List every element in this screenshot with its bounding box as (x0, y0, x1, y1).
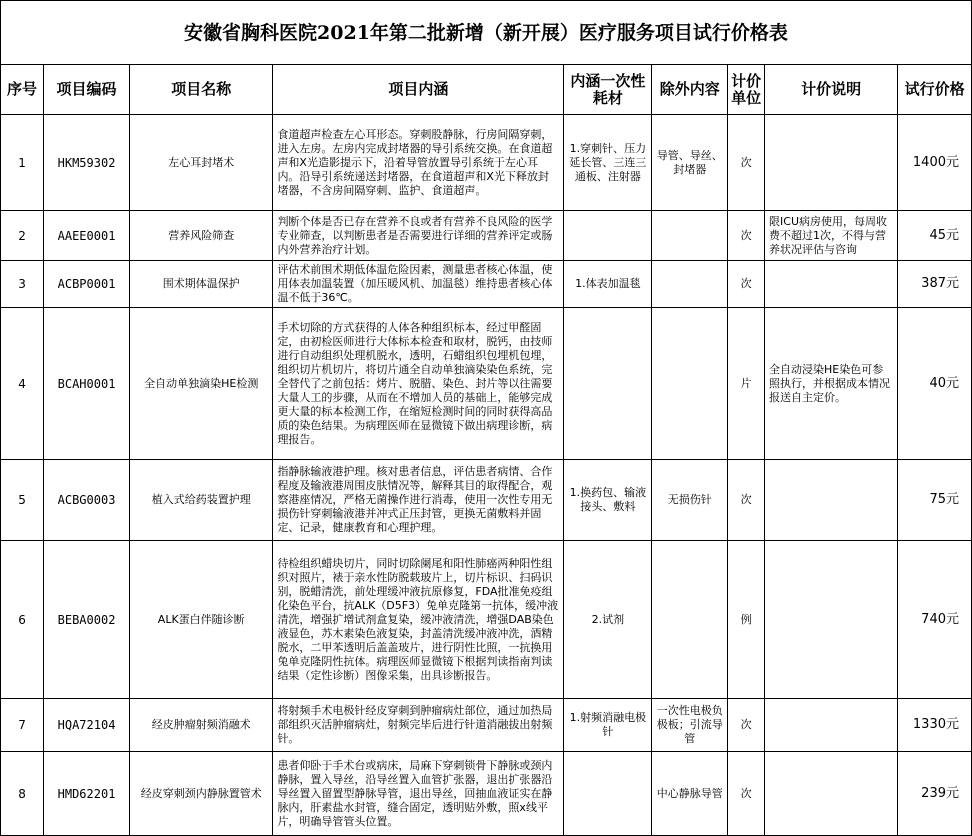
cell-consumables: 1.换药包、输液接头、敷料 (564, 460, 652, 541)
cell-price: 1400元 (898, 115, 972, 211)
cell-unit: 例 (728, 541, 765, 699)
table-row (1, 541, 972, 699)
cell-unit: 次 (728, 752, 765, 836)
cell-name: 经皮穿刺颈内静脉置管术 (130, 752, 273, 836)
header-unit: 计价单位 (728, 65, 765, 115)
cell-excluded (652, 308, 728, 460)
cell-note (765, 752, 898, 836)
header-note: 计价说明 (765, 65, 898, 115)
cell-content: 患者仰卧于手术台或病床，局麻下穿刺锁骨下静脉或颈内静脉，置入导丝，沿导丝置入血管扩张器，退出扩张器沿导丝置入留置型静脉导管，退出导丝，回抽血液证实在静脉内，肝素盐水封管，缝合固定，透明贴外敷，照x线平片，明确导管管头位置。 (273, 752, 564, 836)
header-content: 项目内涵 (273, 65, 564, 115)
cell-excluded: 一次性电极负极板；引流导管 (652, 699, 728, 752)
cell-price: 387元 (898, 261, 972, 308)
cell-consumables: 2.试剂 (564, 541, 652, 699)
cell-seq: 1 (1, 115, 44, 211)
cell-price: 75元 (898, 460, 972, 541)
cell-code: HMD62201 (44, 752, 130, 836)
cell-unit: 次 (728, 699, 765, 752)
cell-seq: 7 (1, 699, 44, 752)
price-table (0, 64, 972, 836)
cell-content: 待检组织蜡块切片，同时切除阑尾和阳性肺癌两种阳性组织对照片，裱于亲水性防脱载玻片上，切片标识、扫码识别，脱蜡清洗，前处理缓冲液抗原修复，FDA批准免疫组化染色平台，抗ALK（D5F3）兔单克隆第一抗体，缓冲液清洗，增强扩增试剂盒复染，缓冲液清洗，增强DAB染色液显色，苏木素染色液复染，封盖清洗缓冲液冲洗，酒精脱水，二甲苯透明后盖盖玻片，进行阴性比照，一抗换用兔单克隆阴性抗体。病理医师显微镜下根据判读指南判读结果（定性诊断）图像采集，出具诊断报告。 (273, 541, 564, 699)
cell-price: 740元 (898, 541, 972, 699)
cell-code: AAEE0001 (44, 211, 130, 261)
table-row (1, 308, 972, 460)
cell-seq: 3 (1, 261, 44, 308)
cell-unit: 次 (728, 211, 765, 261)
table-row (1, 752, 972, 836)
cell-price: 45元 (898, 211, 972, 261)
header-consumables: 内涵一次性耗材 (564, 65, 652, 115)
cell-code: HQA72104 (44, 699, 130, 752)
cell-consumables: 1.射频消融电极针 (564, 699, 652, 752)
header-excluded: 除外内容 (652, 65, 728, 115)
table-row (1, 460, 972, 541)
cell-code: BCAH0001 (44, 308, 130, 460)
cell-unit: 次 (728, 115, 765, 211)
cell-code: HKM59302 (44, 115, 130, 211)
cell-note (765, 541, 898, 699)
cell-consumables (564, 308, 652, 460)
cell-excluded: 无损伤针 (652, 460, 728, 541)
table-title: 安徽省胸科医院2021年第二批新增（新开展）医疗服务项目试行价格表 (0, 0, 972, 64)
cell-seq: 5 (1, 460, 44, 541)
cell-note: 限ICU病房使用，每周收费不超过1次，不得与营养状况评估与咨询 (765, 211, 898, 261)
cell-price: 1330元 (898, 699, 972, 752)
cell-name: 围术期体温保护 (130, 261, 273, 308)
cell-note: 全自动浸染HE染色可参照执行，并根据成本情况报送自主定价。 (765, 308, 898, 460)
cell-name: 左心耳封堵术 (130, 115, 273, 211)
cell-content: 判断个体是否已存在营养不良或者有营养不良风险的医学专业筛查，以判断患者是否需要进行详细的营养评定或肠内外营养治疗计划。 (273, 211, 564, 261)
cell-content: 指静脉输液港护理。核对患者信息，评估患者病情、合作程度及输液港周围皮肤情况等，解释其目的取得配合，观察港座情况，严格无菌操作进行消毒，使用一次性专用无损伤针穿刺输液港并冲式正压封管，更换无菌敷料并固定、记录，健康教育和心理护理。 (273, 460, 564, 541)
table-row (1, 211, 972, 261)
cell-code: BEBA0002 (44, 541, 130, 699)
cell-excluded (652, 541, 728, 699)
cell-price: 239元 (898, 752, 972, 836)
header-code: 项目编码 (44, 65, 130, 115)
cell-unit: 次 (728, 460, 765, 541)
cell-content: 食道超声检查左心耳形态。穿刺股静脉，行房间隔穿刺，进入左房。左房内完成封堵器的导引系统交换。在食道超声和X光造影提示下，沿着导管放置导引系统于左心耳内。沿导引系统递送封堵器，在食道超声和X光下释放封堵器，不含房间隔穿刺、监护、食道超声。 (273, 115, 564, 211)
cell-excluded (652, 261, 728, 308)
cell-note (765, 261, 898, 308)
cell-consumables (564, 211, 652, 261)
table-row (1, 699, 972, 752)
cell-consumables: 1.体表加温毯 (564, 261, 652, 308)
cell-name: 经皮肿瘤射频消融术 (130, 699, 273, 752)
cell-note (765, 115, 898, 211)
cell-seq: 4 (1, 308, 44, 460)
cell-content: 将射频手术电极针经皮穿刺到肿瘤病灶部位，通过加热局部组织灭活肿瘤病灶，射频完毕后进行针道消融拔出射频针。 (273, 699, 564, 752)
cell-name: 植入式给药装置护理 (130, 460, 273, 541)
cell-excluded: 导管、导丝、封堵器 (652, 115, 728, 211)
table-row (1, 261, 972, 308)
cell-unit: 片 (728, 308, 765, 460)
cell-note (765, 460, 898, 541)
header-seq: 序号 (1, 65, 44, 115)
cell-name: 全自动单独滴染HE检测 (130, 308, 273, 460)
cell-price: 40元 (898, 308, 972, 460)
cell-unit: 次 (728, 261, 765, 308)
header-price: 试行价格 (898, 65, 972, 115)
cell-consumables: 1.穿刺针、压力延长管、三连三通板、注射器 (564, 115, 652, 211)
cell-seq: 8 (1, 752, 44, 836)
cell-note (765, 699, 898, 752)
cell-content: 评估术前围术期低体温危险因素，测量患者核心体温，使用体表加温装置（加压暖风机、加温毯）维持患者核心体温不低于36℃。 (273, 261, 564, 308)
table-row (1, 115, 972, 211)
header-row (1, 65, 972, 115)
cell-seq: 2 (1, 211, 44, 261)
cell-content: 手术切除的方式获得的人体各种组织标本，经过甲醛固定，由初检医师进行大体标本检查和取材，脱钙，由技师进行自动组织处理机脱水，透明，石蜡组织包埋机包埋，组织切片机切片，将切片通全自动单独滴染染色系统，完全替代了之前包括：烤片、脱腊、染色、封片等以往需要大量人工的步骤，从而在不增加人员的基础上，能够完成更大量的标本检测工作，在缩短检测时间的同时获得高品质的染色结果。为病理医师在显微镜下做出病理诊断，病理报告。 (273, 308, 564, 460)
cell-code: ACBP0001 (44, 261, 130, 308)
cell-name: 营养风险筛查 (130, 211, 273, 261)
header-name: 项目名称 (130, 65, 273, 115)
cell-seq: 6 (1, 541, 44, 699)
cell-code: ACBG0003 (44, 460, 130, 541)
cell-excluded: 中心静脉导管 (652, 752, 728, 836)
cell-name: ALK蛋白伴随诊断 (130, 541, 273, 699)
cell-consumables (564, 752, 652, 836)
cell-excluded (652, 211, 728, 261)
